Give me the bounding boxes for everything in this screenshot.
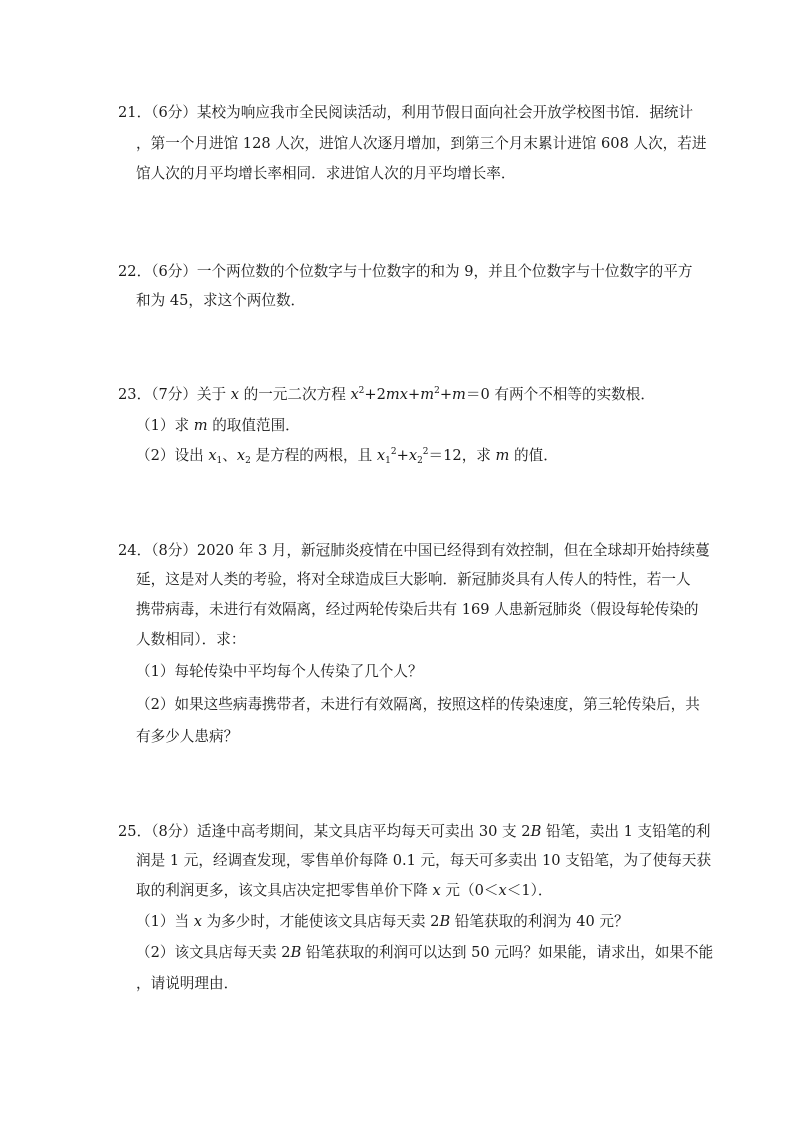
q23-part-1: （1）求 m 的取值范围．	[136, 417, 300, 434]
q25-line-2: 润是 1 元，经调查发现，零售单价每降 0.1 元，每天可多卖出 10 支铅笔，为了使每天获	[136, 852, 712, 869]
q25-line-3: 取的利润更多，该文具店决定把零售单价下降 x 元（0＜x＜1）．	[136, 882, 553, 899]
q24-part-1: （1）每轮传染中平均每个人传染了几个人？	[136, 663, 423, 680]
q22-line-2: 和为 45，求这个两位数．	[136, 292, 306, 309]
q21-line-3: 馆人次的月平均增长率相同．求进馆人次的月平均增长率．	[136, 165, 516, 182]
q25-part-2-line-2: ，请说明理由．	[136, 975, 239, 992]
q24-line-2: 延，这是对人类的考验，将对全球造成巨大影响．新冠肺炎具有人传人的特性，若一人	[136, 571, 691, 588]
q24-line-4: 人数相同）．求：	[136, 631, 246, 648]
q21-line-2: ，第一个月进馆 128 人次，进馆人次逐月增加，到第三个月末累计进馆 608 人次，若进	[136, 135, 707, 152]
q24-line-1: 24．（8分）2020 年 3 月，新冠肺炎疫情在中国已经得到有效控制，但在全球却开始持续蔓	[118, 542, 710, 559]
q24-part-2-line-1: （2）如果这些病毒携带者，未进行有效隔离，按照这样的传染速度，第三轮传染后，共	[136, 696, 700, 713]
q24-line-3: 携带病毒，未进行有效隔离，经过两轮传染后共有 169 人患新冠肺炎（假设每轮传染的	[136, 601, 699, 618]
q22-line-1: 22．（6分）一个两位数的个位数字与十位数字的和为 9，并且个位数字与十位数字的平方	[118, 263, 693, 280]
q23-part-2: （2）设出 $x_1$、$x_2$ 是方程的两根，且 $x_1^2+x_2^2=12$，求 m 的值．	[136, 447, 558, 466]
q24-part-2-line-2: 有多少人患病？	[136, 728, 239, 745]
q25-line-1: 25．（8分）适逢中高考期间，某文具店平均每天可卖出 30 支 2B 铅笔，卖出 1 支铅笔的利	[118, 823, 711, 840]
q21-line-1: 21．（6分）某校为响应我市全民阅读活动，利用节假日面向社会开放学校图书馆．据统计	[118, 104, 694, 121]
q25-part-2-line-1: （2）该文具店每天卖 2B 铅笔获取的利润可以达到 50 元吗？如果能，请求出，如果不能	[136, 944, 714, 961]
q23-stem: 23．（7分）关于 x 的一元二次方程 $x^2+2mx+m^2+m=0$ 有两个不相等的实数根．	[118, 386, 655, 403]
q25-part-1: （1）当 x 为多少时，才能使该文具店每天卖 2B 铅笔获取的利润为 40 元？	[136, 913, 629, 930]
